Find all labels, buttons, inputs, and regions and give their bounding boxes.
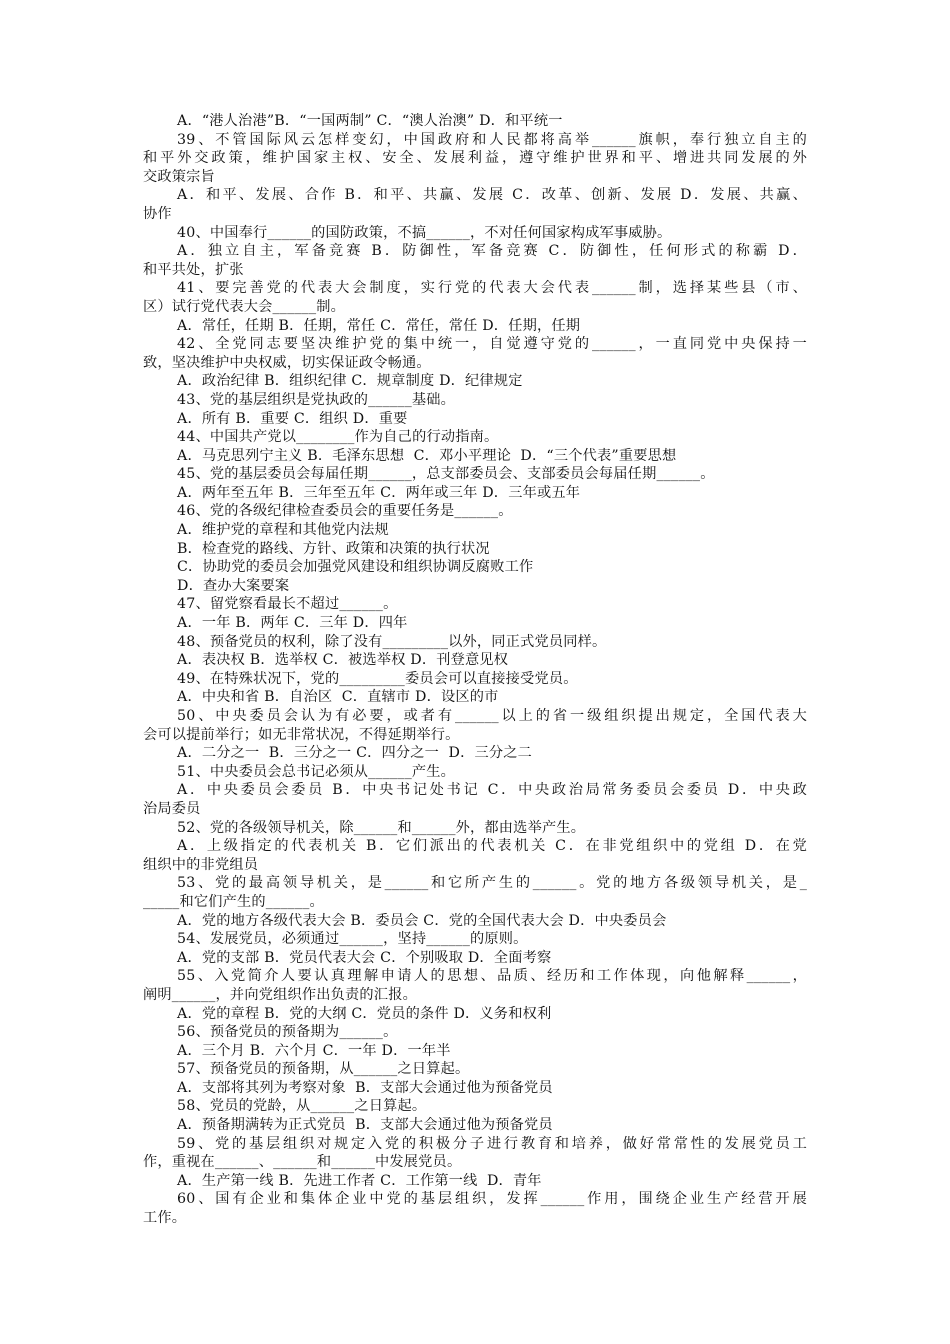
text-line: A．政治纪律 B．组织纪律 C．规章制度 D．纪律规定: [177, 373, 523, 390]
text-line: 和平共处，扩张: [143, 261, 244, 278]
text-line: B．检查党的路线、方针、政策和决策的执行状况: [177, 540, 490, 557]
text-line: 54、发展党员，必须通过______，坚持______的原则。: [177, 931, 528, 948]
text-line: 组织中的非党组员: [143, 856, 259, 873]
text-line: A．表决权 B．选举权 C．被选举权 D．刊登意见权: [177, 652, 509, 669]
text-line: A．所有 B．重要 C．组织 D．重要: [177, 410, 408, 427]
text-line: 会可以提前举行；如无非常状况，不得延期举行。: [143, 726, 460, 743]
text-line: A．党的章程 B．党的大纲 C．党员的条件 D．义务和权利: [177, 1005, 552, 1022]
text-line: A．马克思列宁主义 B．毛泽东思想 C．邓小平理论 D．“三个代表”重要思想: [177, 447, 677, 464]
text-line: 40、中国奉行______的国防政策，不搞______，不对任何国家构成军事威胁。: [177, 224, 672, 241]
text-line: 工作。: [143, 1210, 187, 1227]
text-line: A．三个月 B．六个月 C．一年 D．一年半: [177, 1042, 451, 1059]
text-line: 52、党的各级领导机关，除______和______外，都由选举产生。: [177, 819, 586, 836]
text-line: C．协助党的委员会加强党风建设和组织协调反腐败工作: [177, 559, 534, 576]
text-line: A．党的地方各级代表大会 B．委员会 C．党的全国代表大会 D．中央委员会: [177, 912, 667, 929]
text-line: _____和它们产生的______。: [143, 893, 324, 910]
text-line: 交政策宗旨: [143, 168, 215, 185]
text-line: 44、中国共产党以________作为自己的行动指南。: [177, 429, 499, 446]
text-line: 阐明______，并向党组织作出负责的汇报。: [143, 986, 417, 1003]
text-line: 53、党的最高领导机关，是______和它所产生的______。党的地方各级领导机关，是_: [177, 875, 807, 892]
text-line: 60、国有企业和集体企业中党的基层组织，发挥______作用，围绕企业生产经营开展: [177, 1191, 807, 1208]
text-line: A．一年 B．两年 C．三年 D．四年: [177, 615, 408, 632]
text-line: A．维护党的章程和其他党内法规: [177, 522, 389, 539]
text-line: 49、在特殊状况下，党的_________委员会可以直接接受党员。: [177, 670, 578, 687]
text-line: A．上级指定的代表机关 B．它们派出的代表机关 C．在非党组织中的党组 D．在党: [177, 838, 807, 855]
text-line: 43、党的基层组织是党执政的______基础。: [177, 391, 456, 408]
text-line: 48、预备党员的权利，除了没有_________以外，同正式党员同样。: [177, 633, 607, 650]
text-line: A．党的支部 B．党员代表大会 C．个别吸取 D．全面考察: [177, 949, 552, 966]
text-line: 59、党的基层组织对规定入党的积极分子进行教育和培养，做好常常性的发展党员工: [177, 1135, 807, 1152]
text-line: 39、不管国际风云怎样变幻，中国政府和人民都将高举______旗帜，奉行独立自主的: [177, 131, 807, 148]
text-line: A．生产第一线 B．先进工作者 C．工作第一线 D．青年: [177, 1172, 542, 1189]
text-line: 41、要完善党的代表大会制度，实行党的代表大会代表______制，选择某些县（市、: [177, 280, 807, 297]
document-page: [143, 112, 807, 1228]
text-line: 51、中央委员会总书记必须从______产生。: [177, 763, 456, 780]
text-line: 区）试行党代表大会______制。: [143, 298, 346, 315]
text-line: 55、入党简介人要认真理解申请人的思想、品质、经历和工作体现，向他解释______，: [177, 968, 807, 985]
text-line: 和平外交政策，维护国家主权、安全、发展利益，遵守维护世界和平、增进共同发展的外: [143, 150, 807, 167]
text-line: 47、留党察看最长不超过______。: [177, 596, 398, 613]
text-line: 56、预备党员的预备期为______。: [177, 1024, 398, 1041]
text-line: 42、全党同志要坚决维护党的集中统一，自觉遵守党的______，一直同党中央保持一: [177, 336, 807, 353]
text-line: A．两年至五年 B．三年至五年 C．两年或三年 D．三年或五年: [177, 484, 581, 501]
text-line: 50、中央委员会认为有必要，或者有______以上的省一级组织提出规定，全国代表大: [177, 708, 807, 724]
text-line: A．和平、发展、合作 B．和平、共赢、发展 C．改革、创新、发展 D．发展、共赢、: [177, 187, 807, 204]
text-line: 46、党的各级纪律检查委员会的重要任务是______。: [177, 503, 513, 520]
text-line: A．中央和省 B．自治区 C．直辖市 D．设区的市: [177, 689, 499, 706]
text-line: 致，坚决维护中央权威，切实保证政令畅通。: [143, 354, 431, 371]
text-line: 协作: [143, 205, 172, 222]
text-line: A．中央委员会委员 B．中央书记处书记 C．中央政治局常务委员会委员 D．中央政: [177, 782, 807, 799]
text-line: D．查办大案要案: [177, 577, 290, 594]
text-line: A．支部将其列为考察对象 B．支部大会通过他为预备党员: [177, 1079, 553, 1096]
text-line: A．“港人治港”B．“一国两制” C．“澳人治澳” D．和平统一: [177, 113, 563, 129]
text-line: 作，重视在______、______和______中发展党员。: [143, 1154, 462, 1171]
text-line: 57、预备党员的预备期，从______之日算起。: [177, 1061, 470, 1078]
text-line: 58、党员的党龄，从______之日算起。: [177, 1098, 427, 1115]
text-line: A．预备期满转为正式党员 B．支部大会通过他为预备党员: [177, 1117, 553, 1134]
text-line: A．独立自主，军备竞赛 B．防御性，军备竞赛 C．防御性，任何形式的称霸 D．: [177, 243, 807, 260]
text-line: A．二分之一 B．三分之一 C．四分之一 D．三分之二: [177, 745, 533, 762]
text-line: 45、党的基层委员会每届任期______，总支部委员会、支部委员会每届任期______。: [177, 466, 715, 483]
text-line: A．常任，任期 B．任期，常任 C．常任，常任 D．任期，任期: [177, 317, 581, 334]
text-line: 治局委员: [143, 800, 201, 817]
